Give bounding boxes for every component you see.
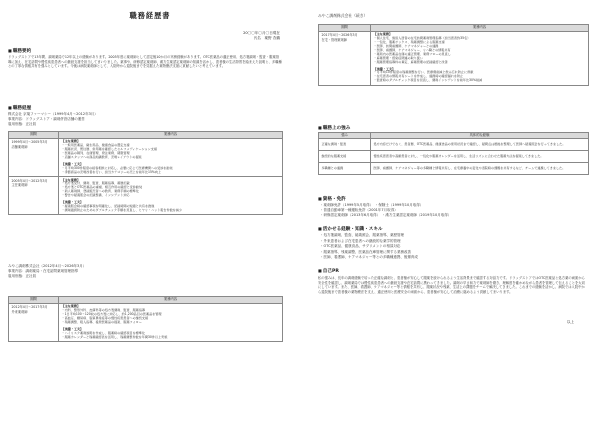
career-rows-2: [9, 303, 283, 341]
document-title: 職務経歴書: [129, 11, 171, 20]
summary-heading: ■ 職務要約: [8, 48, 31, 54]
content-line: ・内科、整形外科、皮膚科等の処方箋調剤、監査、服薬指導: [61, 308, 146, 313]
content-line: ・医薬品の陳列、在庫管理、発注業務、期限管理: [61, 150, 130, 155]
content-line: ・服薬状況、既往歴、併用薬を確認したセルフメディケーション支援: [61, 147, 157, 151]
content-line: ・高血圧、糖尿病、脂質異常症等の慢性疾患患者への継続支援: [61, 315, 149, 320]
career-content: [59, 176, 283, 214]
career-period: [9, 176, 59, 214]
header-content: 業務内容: [371, 25, 589, 32]
content-line: ・医師、看護師、ケアマネジャー、リハ職との情報共有: [373, 47, 451, 52]
name-text: 氏名 薬野 杏織: [253, 36, 280, 41]
content-line: ・1日平均100〜120枚の処方箋に対応し、約1,200品目の医薬品を管理: [61, 312, 162, 316]
company2-business: 事業内容：調剤薬局・在宅訪問薬剤管理指導: [8, 269, 78, 274]
strength-name: 正確な調剤・監査: [319, 139, 371, 151]
period-role: 店舗薬剤師: [11, 144, 28, 149]
period-dates: 2012年4月〜2017年3月: [11, 305, 48, 310]
company2-name: みやこ調剤株式会社（2012年4月〜2026年3月）: [8, 264, 87, 268]
content-block-title: 【実績・工夫】: [61, 161, 84, 166]
company2-info: [8, 264, 86, 279]
content-line: ・処方箋とOTC医薬品の重複、相互作用の確認と受診勧奨: [61, 185, 143, 190]
content-line: ・月平均300件程度の接客相談に対応し、必要に応じて医療機関への受診を勧奨: [61, 165, 173, 170]
header-period: 期間: [319, 25, 371, 32]
strength-detail: 慢性疾患患者や高齢患者に対し、一包化や服薬カレンダーを活用し、生活リズムに合わせた服薬方法を提案してきました。: [371, 151, 589, 163]
company1-name: 株式会社 京葉ファーマシー（1999年4月〜2012年3月）: [8, 112, 98, 116]
strength-detail: 処方内容だけでなく、患者歴、OTC医薬品、健康食品の使用状況まで確認し、疑問点は根拠を整理して医師へ疑義照会を行ってきました。: [371, 139, 589, 151]
content-line: ・一般用医薬品、衛生用品、健康食品の選定支援: [61, 143, 130, 148]
date-text: 20〇〇年〇月〇日現在: [243, 31, 280, 35]
content-block-title: 【主な業務】: [373, 32, 393, 37]
strengths-table: [318, 132, 589, 175]
strength-name: 多職種との連携: [319, 163, 371, 175]
content-line: ・個人住宅、施設入居者の在宅訪問薬剤管理指導（担当患者約35名）: [373, 36, 471, 41]
strength-row: [319, 151, 589, 163]
career-rows-1: [9, 138, 283, 215]
content-line: ・服薬カレンダーと残薬確認表を活用し、残薬調整件数を年間30件以上実施: [61, 334, 168, 339]
content-block-title: 【実績・工夫】: [373, 66, 396, 71]
header-detail: 具体的な経験: [371, 133, 589, 139]
career-period: [9, 303, 59, 341]
company1-business: 事業内容：ドラッグストア・調剤併設店舗の運営: [8, 117, 85, 122]
header-period: 期間: [9, 297, 59, 304]
content-line: ・警告や疑義照会の記録整備、インシデント対応: [61, 193, 130, 198]
strength-row: [319, 139, 589, 151]
content-line: ・一包化、服薬ボックス、残薬調整による服薬支援: [373, 40, 445, 44]
license-line: ・薬剤師免許（1999年5月取得） ・保険士（1999年10月取得）: [320, 203, 424, 207]
content-line: ・月平均10件程度の残薬調整を行い、医療費削減と飲み忘れ防止に貢献: [373, 70, 474, 75]
content-line: ・在宅患者の情報共有シートを作成し、連携時の確認漏れを防止: [373, 74, 464, 79]
strengths-heading: ■ 職務上の強み: [318, 125, 350, 131]
date-and-name: [243, 31, 280, 41]
career-rows-3: [319, 31, 589, 85]
career-row: [9, 176, 283, 214]
summary-text: ドラッグストアで13年間、調剤薬局で12年以上の経験があります。2005年度に薬剤師として認定後10か月の実務経験があります。OTC医薬品の適正使用、処方箋調剤・監査・服薬指導に加え、在宅訪問や慢性疾患患者への継続支援を担当してまいりました。薬事や、研修認定薬剤師、漢方生薬認定薬剤師の知識を活かし、患者様の生活背景を踏まえた説明と、多職種との丁寧な情報共有を強みとしています。今後は病院薬剤師として、入院時から退院後までを見据えた薬物療法支援に貢献したいと考えています。: [8, 55, 282, 68]
period-dates: 2017年4月〜2026年3月: [321, 33, 358, 38]
career-content: [59, 138, 283, 176]
header-content: 業務内容: [59, 132, 283, 139]
content-line: ・医師、訪問看護師、ケアマネジャーとの連携: [373, 43, 439, 48]
career-period: [9, 138, 59, 176]
career-table-1: [8, 131, 283, 215]
content-line: ・新人薬剤師、登録販売者への教育、業務手順の標準化: [61, 189, 139, 194]
experience-line: ・医師、看護師、ケアマネジャー等との多職種連携、後輩育成: [320, 255, 418, 260]
career-table-2: [8, 296, 283, 342]
strength-row: [319, 163, 589, 175]
experience-heading: ■ 活かせる経験・知識・スキル: [318, 226, 382, 232]
experience-line: ・処方箋調剤、監査、疑義照会、服薬指導、薬歴管理: [320, 233, 404, 237]
content-line: ・薬局内の医薬品在庫の適正管理、業務フローの見直し: [373, 51, 451, 56]
period-role: 外来薬剤師: [11, 309, 28, 314]
experience-line: ・OTC医薬品、健康食品、サプリメントの相談対応: [320, 244, 401, 249]
experience-list: [320, 233, 418, 261]
closing-mark: 以上: [567, 320, 574, 324]
content-line: ・ハイリスク薬剤説明を作成し、服薬時の確認項目を標準化: [61, 330, 145, 335]
license-line: ・研修認定薬剤師（2013年6月取得） ・漢方生薬認定薬剤師（2019年10月取得）: [320, 213, 452, 217]
career-table-3: [318, 24, 589, 86]
content-line: ・季節商品の売場改善を行い、担当カテゴリーの売上を前年比15%向上: [61, 169, 162, 174]
strength-name: 継続的な服薬支援: [319, 151, 371, 163]
period-dates: 2005年4月〜2012年3月: [11, 178, 48, 183]
career-row: [9, 138, 283, 176]
content-block-title: 【実績・工夫】: [61, 326, 84, 331]
history-heading: ■ 職務経歴: [8, 105, 31, 111]
career-content: [59, 303, 283, 341]
header-content: 業務内容: [59, 297, 283, 304]
career-content: [371, 31, 589, 85]
content-line: ・残薬調整、吸入指導、後発医薬品の提案、服薬フォロー: [61, 319, 142, 324]
company2-employment: 雇用形態：正社員: [8, 274, 36, 279]
header-period: 期間: [9, 132, 59, 139]
strength-detail: 医師、看護師、ケアマネジャー等の多職種と情報共有し、在宅療養中の変化や退院時の課題を共有するなど、チームで連携してきました。: [371, 163, 589, 175]
period-role: 在宅・管理薬剤師: [321, 37, 347, 42]
content-line: ・調剤過誤防止のためのダブルチェック手順を見直し、ヒヤリ・ハット報告件数を減少: [61, 207, 182, 212]
experience-line: ・服薬指導、残薬調整、医薬品在庫管理に関する業務改善: [320, 249, 411, 254]
content-line: ・処方箋受付、調剤、監査、服薬指導、薬歴記載: [61, 181, 130, 186]
content-line: ・監査時のダブルチェック項目を見直し、調剤インシデントを前年比30%削減: [373, 78, 483, 83]
resume-page-2: [300, 0, 600, 424]
header-skill: 強み: [319, 133, 371, 139]
company1-info: [8, 112, 98, 127]
period-role: 主任薬剤師: [11, 182, 28, 187]
content-block-title: 【主な業務】: [61, 304, 81, 309]
company1-employment: 雇用形態：正社員: [8, 122, 36, 127]
licenses-heading: ■ 資格・免許: [318, 196, 346, 202]
career-period: [319, 31, 371, 85]
content-block-title: 【主な業務】: [61, 177, 81, 182]
content-block-title: 【実績・工夫】: [61, 200, 84, 205]
continued-company: みやこ調剤株式会社（続き）: [318, 13, 368, 18]
license-line: ・普通自動車第一種運転免許（2001年7月取得）: [320, 208, 398, 212]
period-dates: 1999年4月〜2005年3月: [11, 140, 48, 145]
licenses-list: [320, 203, 451, 218]
content-block-title: 【主な業務】: [61, 139, 81, 144]
experience-line: ・外来患者および在宅患者への継続的な薬学的管理: [320, 238, 401, 243]
career-row: [319, 31, 589, 85]
pr-heading: ■ 自己PR: [318, 268, 339, 274]
career-row: [9, 303, 283, 341]
content-line: ・服薬管理指導料の算定、麻薬管理の記録確認と改善: [373, 59, 448, 64]
content-line: ・疑義照会時の確認事項を明確化し、記録時間の短縮と共有を推進: [61, 204, 155, 209]
content-line: ・麻薬管理・感染症関連の取り扱い: [373, 55, 423, 60]
pr-text: 私の強みは、長年の調剤経験で培った正確な調剤と、患者様が安心して服薬を続けられるよう生活背景まで確認する対話力です。ドラッグストアではOTC医薬品と処方薬の両面から安全性を確認し、調剤薬局では慢性疾患患者への継続支援や在宅訪問に携わってきました。調剤の早さ和力で薬剤師を磨き、理解度を確かめながら患者を管理して伝えることを大切にしています。また、医師、看護師、ケアマネジャー等と情報を共有し、服薬状況や残薬、生活上の課題をチームで解決してきました。これまでの経験を活かし、病院では入院中から退院後まで患者様の薬物療法を支え、適正使用と医療安全の両面から、患者様が安心して治療に臨めるよう貢献してまいります。: [318, 276, 585, 294]
content-line: ・店舗スタッフへの商品知識教育、売場レイアウトの提案: [61, 154, 142, 159]
